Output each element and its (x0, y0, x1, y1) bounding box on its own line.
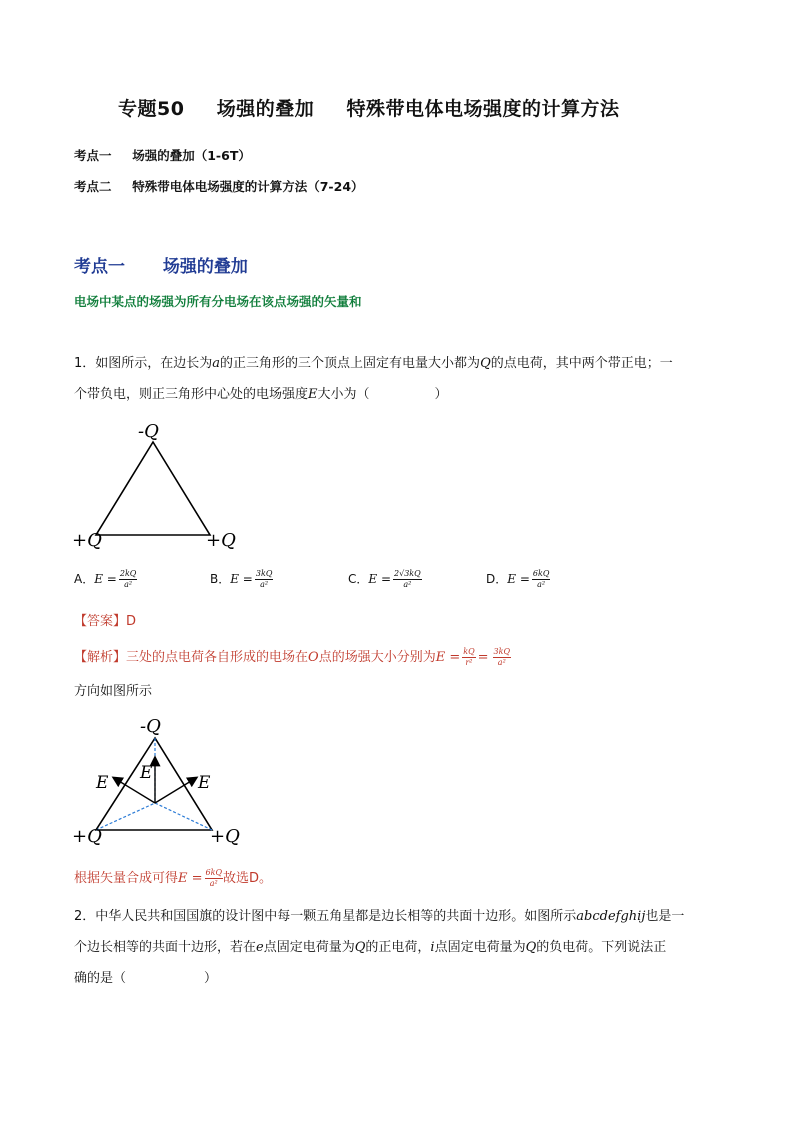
q1-var-q: Q (480, 356, 491, 371)
charge-label-left: +Q (72, 530, 102, 551)
q1-text: 个带负电，则正三角形中心处的电场强度 (74, 387, 309, 402)
field-label-mid: E (140, 763, 153, 783)
q2-line-2 (74, 941, 666, 954)
q2-text: 个边长相等的共面十边形，若在 (74, 940, 257, 955)
charge-label-top: -Q (140, 716, 161, 737)
q1-text: 大小为（ ） (317, 387, 448, 402)
option-denominator: a² (124, 580, 133, 589)
option-c[interactable] (348, 570, 422, 589)
q1-line-2 (74, 388, 448, 401)
toc-item-1 (74, 146, 251, 164)
option-lhs: E = (94, 572, 117, 586)
frac-numerator: 6kQ (205, 868, 223, 877)
answer-line (74, 610, 136, 629)
frac-denominator: r² (465, 658, 473, 667)
charge-label-right: +Q (206, 530, 236, 551)
conclusion-line (74, 869, 272, 888)
conclusion-text: 根据矢量合成可得 (74, 871, 179, 886)
option-numerator: 2√3kQ (394, 569, 421, 578)
conclusion-lhs: E = (178, 871, 203, 886)
answer-value: D (126, 614, 137, 629)
option-d[interactable] (486, 570, 550, 589)
q2-text: 点固定电荷量为 (434, 940, 526, 955)
title-part1: 场强的叠加 (216, 98, 315, 120)
option-denominator: a² (537, 580, 546, 589)
toc-text: 场强的叠加（1-6T） (132, 148, 251, 163)
page-title (118, 94, 619, 121)
option-lhs: E = (230, 572, 253, 586)
q2-var-decagon: abcdefghij (576, 909, 646, 924)
vector-arrow-right (155, 778, 196, 803)
analysis-line (74, 646, 511, 667)
toc-label: 考点二 (74, 179, 112, 194)
q2-text: 2．中华人民共和国国旗的设计图中每一颗五角星都是边长相等的共面十边形。如图所示 (74, 909, 577, 924)
option-prefix: B． (210, 572, 231, 586)
q2-var-q: Q (354, 940, 366, 955)
frac-numerator: 3kQ (493, 647, 511, 656)
triangle-shape (96, 738, 212, 830)
charge-label-left: +Q (72, 826, 102, 847)
option-a[interactable] (74, 570, 137, 589)
q2-var-q: Q (525, 940, 537, 955)
q1-line-1 (74, 357, 673, 370)
equals-sign: = (477, 650, 489, 665)
option-numerator: 6kQ (532, 569, 550, 578)
q2-line-1 (74, 910, 684, 923)
field-label-left: E (96, 773, 109, 793)
option-b[interactable] (210, 570, 273, 589)
q2-text: 的正电荷， (365, 940, 431, 955)
analysis-text: 三处的点电荷各自形成的电场在 (126, 650, 309, 665)
q1-vector-figure (70, 712, 250, 852)
triangle-shape (96, 442, 210, 535)
q1-text: 的点电荷，其中两个带正电；一 (490, 356, 673, 371)
q1-triangle-figure (70, 420, 240, 555)
toc-item-2 (74, 177, 364, 195)
q2-text: 的负电荷。下列说法正 (536, 940, 667, 955)
q1-var-e: E (308, 387, 318, 402)
option-denominator: a² (260, 580, 269, 589)
analysis-tag: 【解析】 (74, 650, 127, 665)
analysis-var-o: O (308, 650, 319, 665)
conclusion-text: 故选D。 (223, 871, 273, 886)
option-numerator: 3kQ (255, 569, 273, 578)
charge-label-top: -Q (138, 421, 159, 442)
title-prefix: 专题50 (118, 98, 185, 120)
q1-var-a: a (212, 356, 221, 371)
q2-line-3: 确的是（ ） (74, 971, 218, 986)
section-label: 考点一 (74, 257, 125, 277)
analysis-text: 点的场强大小分别为 (318, 650, 436, 665)
answer-tag: 【答案】 (74, 614, 127, 629)
option-lhs: E = (368, 572, 392, 586)
option-numerator: 2kQ (119, 569, 137, 578)
field-label-right: E (198, 773, 211, 793)
option-denominator: a² (403, 580, 412, 589)
frac-denominator: a² (497, 658, 506, 667)
toc-text: 特殊带电体电场强度的计算方法（7-24） (132, 179, 364, 194)
toc-label: 考点一 (74, 148, 112, 163)
frac-numerator: kQ (463, 647, 475, 656)
option-prefix: A． (74, 572, 95, 586)
q1-text: 1．如图所示，在边长为 (74, 356, 213, 371)
q2-var-e: e (256, 940, 264, 955)
section-heading (74, 252, 248, 277)
section-title: 场强的叠加 (162, 257, 248, 277)
direction-text: 方向如图所示 (74, 684, 153, 699)
frac-denominator: a² (209, 879, 218, 888)
option-prefix: C． (348, 572, 369, 586)
charge-label-right: +Q (210, 826, 240, 847)
q1-text: 的正三角形的三个顶点上固定有电量大小都为 (220, 356, 481, 371)
q2-var-i: i (430, 940, 435, 955)
analysis-lhs: E = (435, 650, 461, 665)
section-subtitle: 电场中某点的场强为所有分电场在该点场强的矢量和 (74, 294, 362, 309)
q2-text: 点固定电荷量为 (263, 940, 355, 955)
option-prefix: D． (486, 572, 508, 586)
q2-text: 也是一 (645, 909, 685, 924)
title-part2: 特殊带电体电场强度的计算方法 (346, 98, 620, 120)
option-lhs: E = (507, 572, 530, 586)
